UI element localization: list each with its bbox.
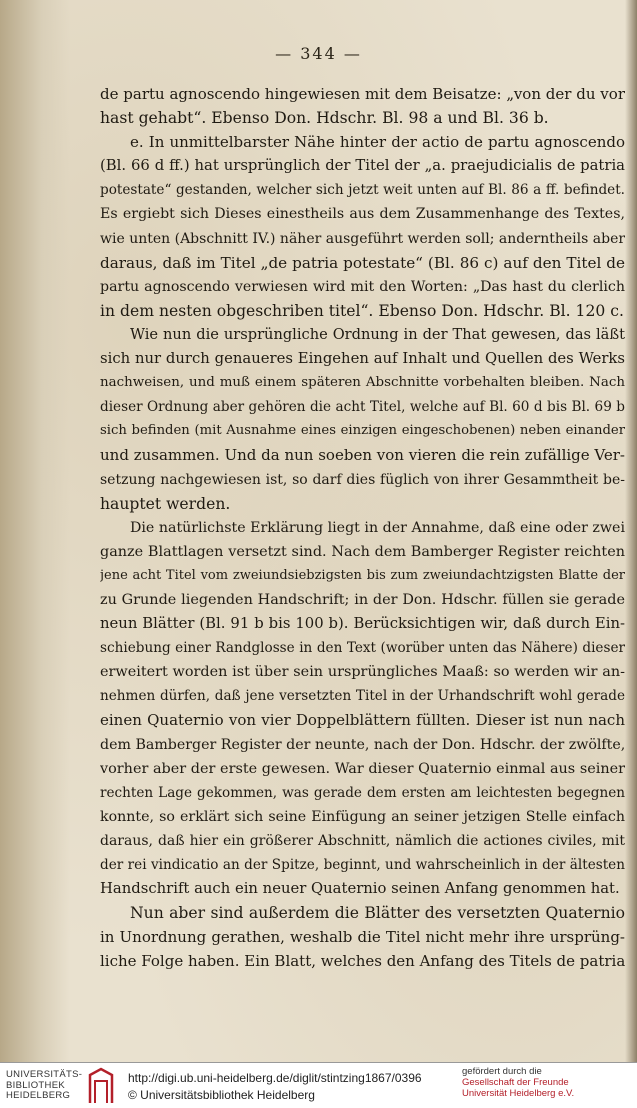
page-url-link[interactable]: http://digi.ub.uni-heidelberg.de/diglit/stintzing1867/0396 bbox=[128, 1071, 422, 1085]
library-name-line: BIBLIOTHEK bbox=[6, 1079, 65, 1091]
text-line: Handschrift auch ein neuer Quaternio seinen Anfang genommen hat. bbox=[100, 880, 620, 898]
text-line: zu Grunde liegenden Handschrift; in der Don. Hdschr. füllen sie gerade bbox=[100, 591, 625, 608]
text-line: Es ergiebt sich Dieses einestheils aus dem Zusammenhange des Textes, bbox=[100, 206, 625, 223]
funding-note bbox=[462, 1066, 632, 1099]
library-name bbox=[6, 1070, 82, 1102]
text-line: setzung nachgewiesen ist, so darf dies füglich von ihrer Gesammtheit be- bbox=[100, 471, 625, 488]
text-line: potestate“ gestanden, welcher sich jetzt weit unten auf Bl. 86 a ff. befindet. bbox=[100, 182, 625, 199]
page-number: — 344 — bbox=[275, 44, 362, 63]
text-line: wie unten (Abschnitt IV.) näher ausgeführt werden soll; anderntheils aber bbox=[100, 230, 625, 247]
text-line: hast gehabt“. Ebenso Don. Hdschr. Bl. 98 a und Bl. 36 b. bbox=[100, 109, 549, 128]
text-line: in Unordnung gerathen, weshalb die Titel nicht mehr ihre ursprüng- bbox=[100, 928, 625, 947]
text-line: der rei vindicatio an der Spitze, beginnt, und wahrscheinlich in der ältesten bbox=[100, 857, 625, 873]
page-shadow-right bbox=[625, 0, 637, 1062]
society-name-line[interactable]: Universität Heidelberg e.V. bbox=[462, 1088, 575, 1099]
library-name-line: HEIDELBERG bbox=[6, 1090, 71, 1101]
text-line: dem Bamberger Register der neunte, nach der Don. Hdschr. der zwölfte, bbox=[100, 736, 625, 753]
text-line: liche Folge haben. Ein Blatt, welches den Anfang des Titels de patria bbox=[100, 952, 625, 971]
copyright-text: © Universitätsbibliothek Heidelberg bbox=[128, 1088, 315, 1102]
page-shadow-left bbox=[0, 0, 70, 1062]
text-line: in dem nesten obgeschriben titel“. Ebenso Don. Hdschr. Bl. 120 c. bbox=[100, 301, 624, 320]
text-line: vorher aber der erste gewesen. War dieser Quaternio einmal aus seiner bbox=[100, 760, 625, 777]
text-line: daraus, daß im Titel „de patria potestate“ (Bl. 86 c) auf den Titel de bbox=[100, 253, 625, 272]
text-line: und zusammen. Und da nun soeben von vieren die rein zufällige Ver- bbox=[100, 446, 625, 465]
text-line: Nun aber sind außerdem die Blätter des versetzten Quaternio bbox=[130, 904, 625, 923]
library-footer bbox=[0, 1062, 637, 1108]
text-line: Wie nun die ursprüngliche Ordnung in der That gewesen, das läßt bbox=[130, 325, 625, 343]
text-line: e. In unmittelbarster Nähe hinter der actio de partu agnoscendo bbox=[130, 133, 625, 152]
text-line: nachweisen, und muß einem späteren Abschnitte vorbehalten bleiben. Nach bbox=[100, 375, 625, 391]
text-line: Die natürlichste Erklärung liegt in der Annahme, daß eine oder zwei bbox=[130, 519, 625, 536]
text-line: de partu agnoscendo hingewiesen mit dem Beisatze: „von der du vor bbox=[100, 85, 625, 103]
text-line: sich befinden (mit Ausnahme eines einzigen eingeschobenen) neben einander bbox=[100, 423, 625, 439]
text-line: partu agnoscendo verwiesen wird mit den Worten: „Das hast du clerlich bbox=[100, 278, 625, 295]
text-line: rechten Lage gekommen, was gerade dem ersten am leichtesten begegnen bbox=[100, 784, 625, 801]
text-line: jene acht Titel vom zweiundsiebzigsten bis zum zweiundachtzigsten Blatte der bbox=[100, 567, 625, 583]
text-line: ganze Blattlagen versetzt sind. Nach dem Bamberger Register reichten bbox=[100, 543, 625, 560]
text-line: sich nur durch genaueres Eingehen auf Inhalt und Quellen des Werks bbox=[100, 350, 625, 368]
text-line: neun Blätter (Bl. 91 b bis 100 b). Berücksichtigen wir, daß durch Ein- bbox=[100, 615, 625, 633]
library-name-line: UNIVERSITÄTS- bbox=[6, 1069, 83, 1080]
text-line: daraus, daß hier ein größerer Abschnitt, nämlich die actiones civiles, mit bbox=[100, 832, 625, 849]
library-logo-icon bbox=[86, 1067, 116, 1105]
text-line: hauptet werden. bbox=[100, 494, 231, 513]
text-line: erweitert worden ist über sein ursprüngliches Maaß: so werden wir an- bbox=[100, 664, 625, 681]
text-line: dieser Ordnung aber gehören die acht Titel, welche auf Bl. 60 d bis Bl. 69 b bbox=[100, 399, 625, 416]
text-line: nehmen dürfen, daß jene versetzten Titel in der Urhandschrift wohl gerade bbox=[100, 688, 625, 705]
body-text bbox=[100, 82, 625, 973]
text-line: (Bl. 66 d ff.) hat ursprünglich der Titel der „a. praejudicialis de patria bbox=[100, 157, 625, 175]
society-name-line[interactable]: Gesellschaft der Freunde bbox=[462, 1077, 569, 1088]
funded-by-label: gefördert durch die bbox=[462, 1066, 542, 1077]
text-line: einen Quaternio von vier Doppelblättern füllten. Dieser ist nun nach bbox=[100, 711, 625, 730]
text-line: schiebung einer Randglosse in den Text (worüber unten das Nähere) dieser bbox=[100, 640, 625, 657]
text-line: konnte, so erklärt sich seine Einfügung an seiner jetzigen Stelle einfach bbox=[100, 808, 625, 825]
